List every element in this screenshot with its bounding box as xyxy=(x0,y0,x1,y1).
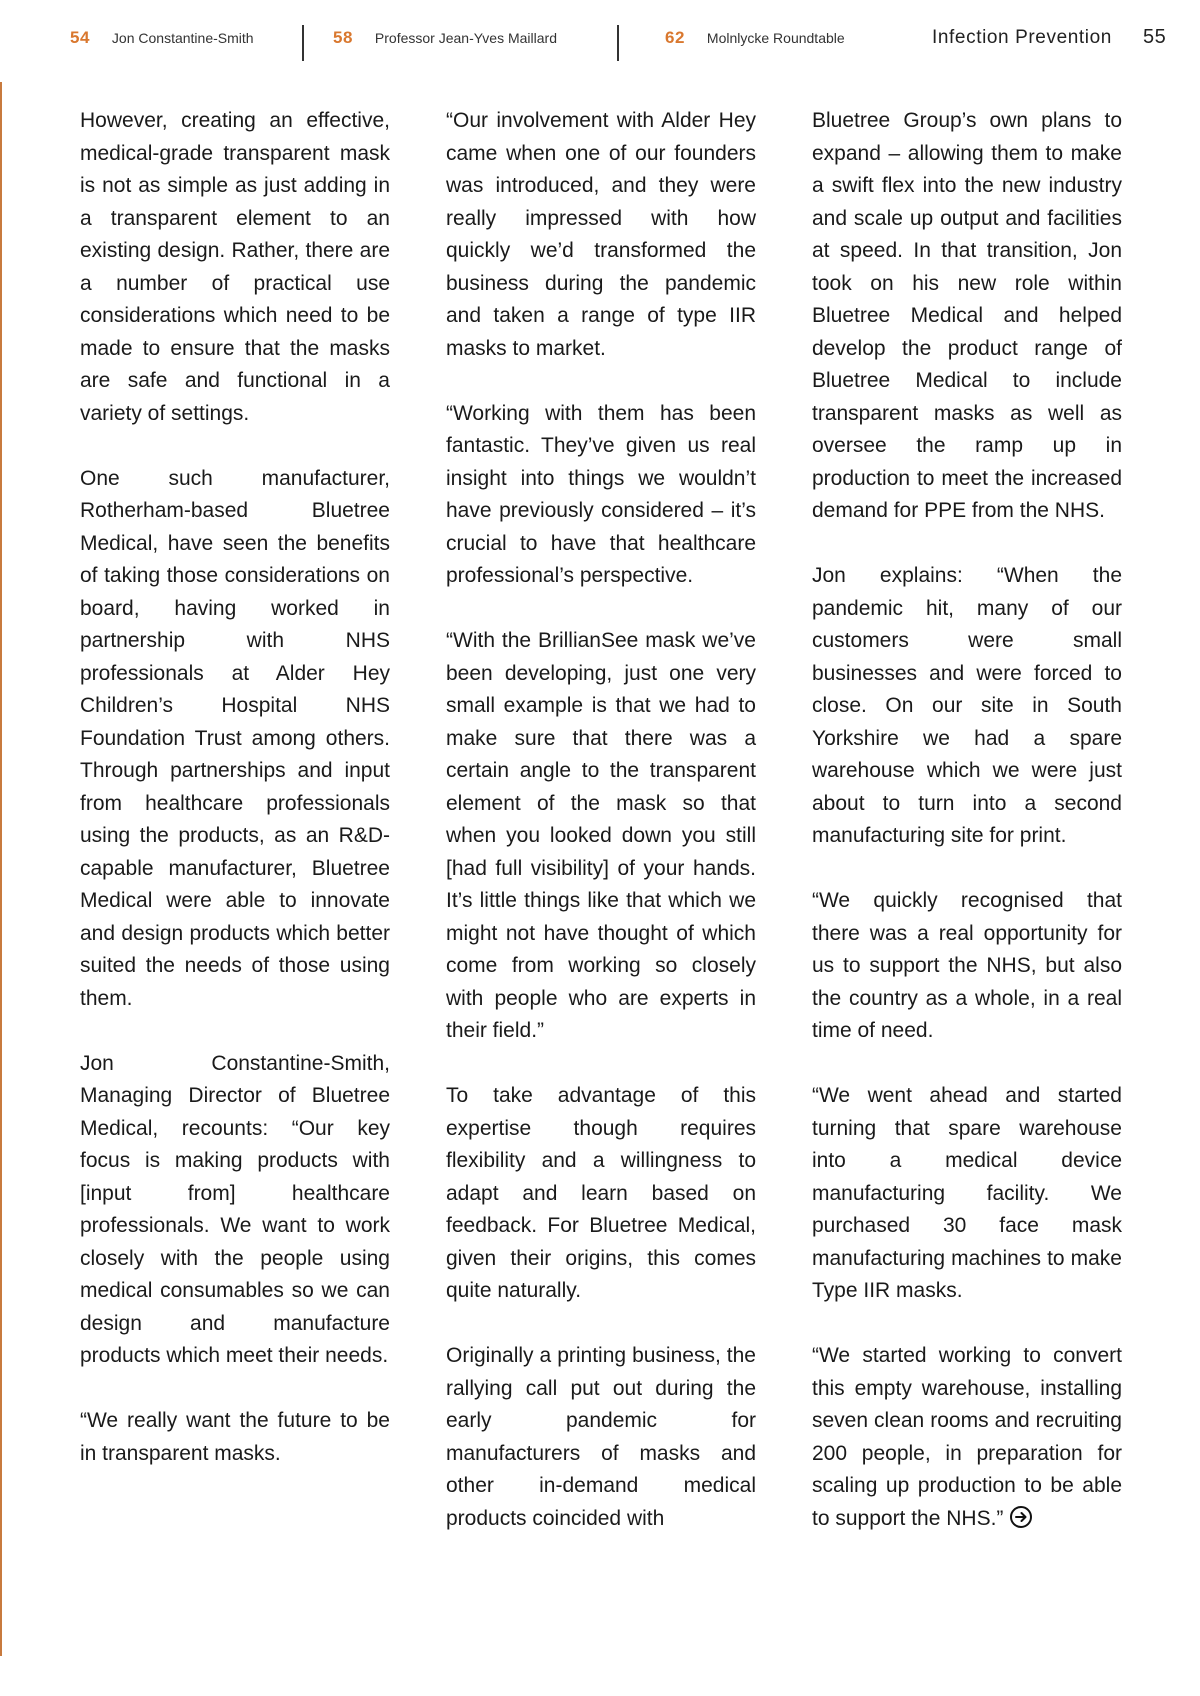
paragraph: Originally a printing business, the rallying call put out during the early pandemic for manufacturers of masks and other in-demand medical products coincided with xyxy=(446,1344,756,1530)
paragraph: “We quickly recognised that there was a real opportunity for us to support the NHS, but also the country as a whole, in a real time of need. xyxy=(812,889,1122,1042)
page-header xyxy=(0,0,1200,82)
paragraph: “With the BrillianSee mask we’ve been developing, just one very small example is that we had to make sure that there was a certain angle to the transparent element of the mask so that when you looked down you still [had full visibility] of your hands. It’s little things like that which we might not have thought of which come from working so closely with people who are experts in their field.” xyxy=(446,629,756,1042)
paragraph: One such manufacturer, Rotherham-based Bluetree Medical, have seen the benefits of taking those considerations on board, having worked in partnership with NHS professionals at Alder Hey Children’s Hospital NHS Foundation Trust among others. Through partnerships and input from healthcare professionals using the products, as an R&D-capable manufacturer, Bluetree Medical were able to innovate and design products which better suited the needs of those using them. xyxy=(80,466,390,1010)
paragraph-text: “We started working to convert this empty warehouse, installing seven clean rooms and recruiting 200 people, in preparation for scaling up production to be able to support the NHS.” xyxy=(812,1344,1122,1530)
paragraph: Bluetree Group’s own plans to expand – allowing them to make a swift flex into the new industry and scale up output and facilities at speed. In that transition, Jon took on his new role within Bluetree Medical and helped develop the product range of Bluetree Medical to include transparent masks as well as oversee the ramp up in production to meet the increased demand for PPE from the NHS. xyxy=(812,109,1122,522)
paragraph: To take advantage of this expertise though requires flexibility and a willingness to adapt and learn based on feedback. For Bluetree Medical, given their origins, this comes quite naturally. xyxy=(446,1084,756,1302)
nav-label: Molnlycke Roundtable xyxy=(706,30,845,46)
page-number: 55 xyxy=(1143,26,1167,48)
nav-link-molnlycke-roundtable[interactable] xyxy=(665,28,845,48)
paragraph: However, creating an effective, medical-grade transparent mask is not as simple as just adding in a transparent element to an existing design. Rather, there are a number of practical use considerations which need to be made to ensure that the masks are safe and functional in a variety of settings. xyxy=(80,109,390,425)
nav-divider xyxy=(302,25,304,61)
nav-page-number: 62 xyxy=(665,28,685,47)
paragraph: “Working with them has been fantastic. They’ve given us real insight into things we wouldn’t have previously considered – it’s crucial to have that healthcare professional’s perspective. xyxy=(446,401,756,587)
nav-page-number: 54 xyxy=(70,28,90,47)
section-title: Infection Prevention xyxy=(932,27,1112,48)
text-column-1 xyxy=(80,105,390,1470)
paragraph: “We went ahead and started turning that spare warehouse into a medical device manufacturing facility. We purchased 30 face mask manufacturing machines to make Type IIR masks. xyxy=(812,1084,1122,1302)
last-paragraph xyxy=(812,1340,1122,1535)
paragraph: Jon Constantine-Smith, Managing Director of Bluetree Medical, recounts: “Our key focus is making products with [input from] healthcare professionals. We want to work closely with the people using medical consumables so we can design and manufacture products which meet their needs. xyxy=(80,1051,390,1367)
page-edge-rule xyxy=(0,82,2,1656)
nav-label: Jon Constantine-Smith xyxy=(111,30,254,46)
nav-page-number: 58 xyxy=(333,28,353,47)
nav-label: Professor Jean-Yves Maillard xyxy=(374,30,557,46)
arrow-right-circle-icon[interactable] xyxy=(1009,1505,1033,1529)
text-column-2 xyxy=(446,105,756,1535)
nav-divider xyxy=(617,25,619,61)
paragraph: “We really want the future to be in transparent masks. xyxy=(80,1409,390,1465)
paragraph: Jon explains: “When the pandemic hit, many of our customers were small businesses and were forced to close. On our site in South Yorkshire we had a spare warehouse which we were just about to turn into a second manufacturing site for print. xyxy=(812,564,1122,847)
paragraph: “Our involvement with Alder Hey came when one of our founders was introduced, and they were really impressed with how quickly we’d transformed the business during the pandemic and taken a range of type IIR masks to market. xyxy=(446,109,756,360)
nav-link-jean-yves-maillard[interactable] xyxy=(333,28,557,48)
text-column-3 xyxy=(812,105,1122,1535)
nav-link-jon-constantine-smith[interactable] xyxy=(70,28,254,48)
